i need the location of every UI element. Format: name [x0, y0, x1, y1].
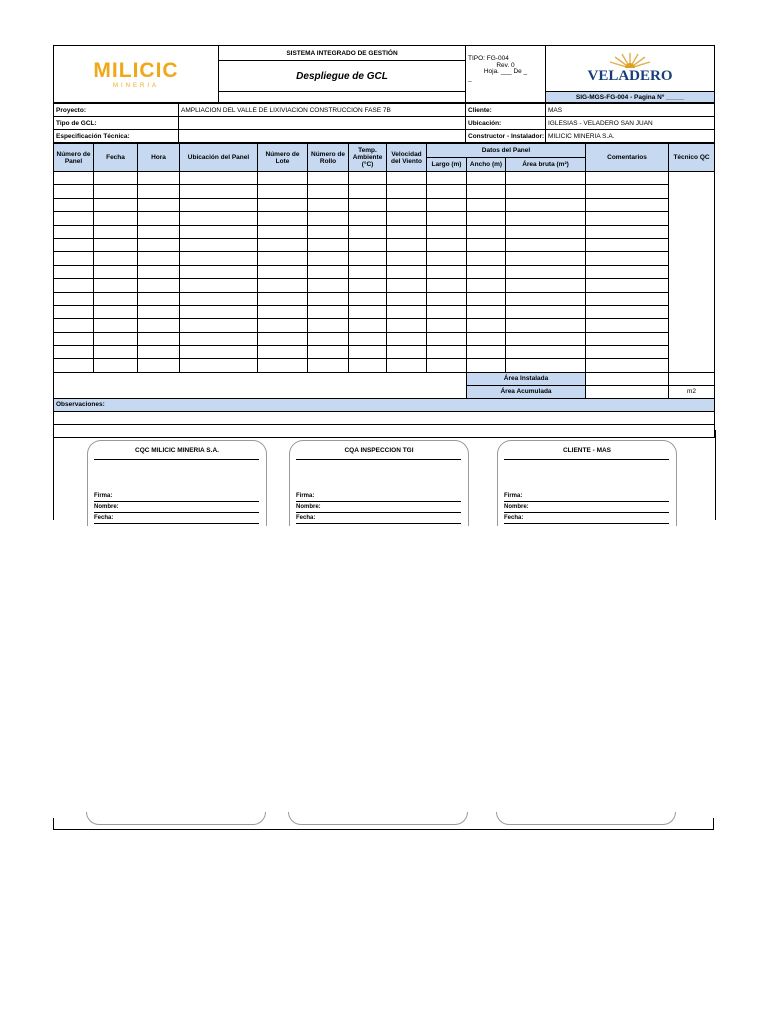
constructor-label: Constructor - Instalador: [466, 130, 546, 143]
table-cell[interactable] [349, 305, 387, 318]
firma-field[interactable]: Firma: [504, 493, 669, 502]
table-cell[interactable] [138, 292, 180, 305]
divider [296, 459, 461, 460]
table-cell[interactable] [94, 305, 138, 318]
table-cell[interactable] [387, 305, 427, 318]
table-cell[interactable] [180, 305, 258, 318]
observaciones-label: Observaciones: [54, 398, 715, 411]
table-cell[interactable] [138, 359, 180, 372]
table-cell[interactable] [349, 252, 387, 265]
table-cell[interactable] [506, 265, 586, 278]
table-cell[interactable] [506, 238, 586, 251]
table-cell[interactable] [180, 252, 258, 265]
table-cell[interactable] [349, 359, 387, 372]
table-cell[interactable] [258, 265, 308, 278]
table-cell[interactable] [54, 212, 94, 225]
col-velocidad-viento: Velocidad del Viento [387, 144, 427, 172]
table-cell[interactable] [349, 212, 387, 225]
col-hora: Hora [138, 144, 180, 172]
table-cell[interactable] [54, 225, 94, 238]
table-cell[interactable] [349, 225, 387, 238]
table-row [54, 238, 715, 251]
hoja-field[interactable]: Hoja. ___ De _ [483, 68, 528, 75]
table-cell[interactable] [427, 332, 467, 345]
table-cell[interactable] [387, 198, 427, 211]
table-cell[interactable] [258, 198, 308, 211]
table-cell[interactable] [94, 346, 138, 359]
signature-title: CLIENTE - MAS [562, 447, 612, 454]
milicic-logo-sub: MINERIA [112, 83, 159, 89]
table-cell[interactable] [506, 212, 586, 225]
table-cell[interactable] [180, 346, 258, 359]
table-cell[interactable] [258, 212, 308, 225]
table-cell[interactable] [258, 305, 308, 318]
table-cell[interactable] [586, 198, 669, 211]
table-cell[interactable] [94, 359, 138, 372]
table-cell[interactable] [467, 252, 506, 265]
table-cell[interactable] [387, 346, 427, 359]
table-cell[interactable] [349, 238, 387, 251]
table-cell[interactable] [180, 198, 258, 211]
table-cell[interactable] [467, 279, 506, 292]
firma-field[interactable]: Firma: [94, 493, 259, 502]
table-cell[interactable] [506, 279, 586, 292]
table-cell[interactable] [387, 265, 427, 278]
proyecto-label: Proyecto: [54, 104, 179, 117]
signature-title: CQA INSPECCION TGI [344, 447, 414, 454]
area-instalada-extra [669, 372, 715, 385]
table-cell[interactable] [586, 238, 669, 251]
table-cell[interactable] [308, 346, 349, 359]
area-acumulada-value[interactable] [586, 385, 669, 398]
signature-box-bottom-3 [496, 812, 676, 825]
table-cell[interactable] [586, 292, 669, 305]
table-cell[interactable] [506, 359, 586, 372]
signature-box-cqa [289, 440, 469, 526]
table-cell[interactable] [506, 225, 586, 238]
table-cell[interactable] [467, 292, 506, 305]
cliente-label: Cliente: [466, 104, 546, 117]
table-row [54, 305, 715, 318]
table-cell[interactable] [467, 332, 506, 345]
panel-rows [54, 172, 715, 373]
table-cell[interactable] [427, 359, 467, 372]
tipo-gcl-label: Tipo de GCL: [54, 117, 179, 130]
table-cell[interactable] [586, 212, 669, 225]
table-cell[interactable] [138, 265, 180, 278]
table-cell[interactable] [94, 238, 138, 251]
table-cell[interactable] [308, 198, 349, 211]
table-cell[interactable] [586, 225, 669, 238]
table-cell[interactable] [586, 332, 669, 345]
table-cell[interactable] [586, 252, 669, 265]
table-cell[interactable] [427, 185, 467, 198]
table-cell[interactable] [349, 265, 387, 278]
col-largo: Largo (m) [427, 158, 467, 172]
table-cell[interactable] [308, 292, 349, 305]
table-cell[interactable] [138, 212, 180, 225]
table-cell[interactable] [138, 185, 180, 198]
page-edge-bottom [53, 829, 714, 830]
table-cell[interactable] [506, 172, 586, 185]
col-ancho: Ancho (m) [467, 158, 506, 172]
ubicacion-value[interactable]: IGLESIAS - VELADERO SAN JUAN [546, 117, 715, 130]
table-cell[interactable] [94, 279, 138, 292]
table-cell[interactable] [586, 305, 669, 318]
table-cell[interactable] [427, 172, 467, 185]
table-row [54, 319, 715, 332]
table-cell[interactable] [387, 319, 427, 332]
table-cell[interactable] [258, 332, 308, 345]
milicic-logo [54, 46, 219, 103]
divider [504, 459, 669, 460]
table-cell[interactable] [387, 292, 427, 305]
col-area-bruta: Área bruta (m²) [506, 158, 586, 172]
table-cell[interactable] [506, 292, 586, 305]
table-cell[interactable] [308, 212, 349, 225]
table-row [54, 332, 715, 345]
nombre-field[interactable]: Nombre: [504, 504, 669, 513]
table-cell[interactable] [506, 332, 586, 345]
table-cell[interactable] [308, 332, 349, 345]
sun-icon [608, 52, 652, 68]
tecnico-qc-cell[interactable] [669, 172, 715, 373]
col-fecha: Fecha [94, 144, 138, 172]
table-cell[interactable] [387, 238, 427, 251]
area-unit: m2 [669, 385, 715, 398]
table-cell[interactable] [349, 292, 387, 305]
info-table [53, 103, 715, 143]
table-cell[interactable] [308, 279, 349, 292]
table-cell[interactable] [54, 185, 94, 198]
area-instalada-value[interactable] [586, 372, 669, 385]
form-code: SIG-MGS-FG-004 - Pagina Nº _____ [546, 92, 715, 103]
table-cell[interactable] [467, 225, 506, 238]
table-cell[interactable] [54, 332, 94, 345]
milicic-logo-text: MILICIC [93, 59, 179, 82]
table-cell[interactable] [94, 185, 138, 198]
table-row [54, 252, 715, 265]
table-cell[interactable] [54, 359, 94, 372]
table-cell[interactable] [467, 238, 506, 251]
table-row [54, 279, 715, 292]
veladero-logo-text: VELADERO [587, 68, 673, 84]
table-cell[interactable] [427, 319, 467, 332]
table-cell[interactable] [308, 319, 349, 332]
table-cell[interactable] [94, 332, 138, 345]
table-cell[interactable] [94, 198, 138, 211]
table-cell[interactable] [138, 332, 180, 345]
col-numero-panel: Número de Panel [54, 144, 94, 172]
table-cell[interactable] [387, 252, 427, 265]
table-cell[interactable] [180, 292, 258, 305]
table-cell[interactable] [138, 346, 180, 359]
table-cell[interactable] [180, 279, 258, 292]
signature-box-cliente [497, 440, 677, 526]
table-cell[interactable] [387, 225, 427, 238]
area-instalada-label: Área Instalada [467, 372, 586, 385]
table-cell[interactable] [138, 198, 180, 211]
tipo-gcl-value[interactable] [179, 117, 466, 130]
table-cell[interactable] [427, 225, 467, 238]
table-cell[interactable] [467, 319, 506, 332]
table-cell[interactable] [506, 319, 586, 332]
table-cell[interactable] [258, 319, 308, 332]
area-acumulada-label: Área Acumulada [467, 385, 586, 398]
table-cell[interactable] [586, 265, 669, 278]
table-cell[interactable] [427, 265, 467, 278]
totals-spacer-2 [54, 385, 467, 398]
table-cell[interactable] [387, 172, 427, 185]
table-cell[interactable] [467, 359, 506, 372]
table-cell[interactable] [138, 225, 180, 238]
table-cell[interactable] [467, 212, 506, 225]
table-row [54, 212, 715, 225]
doc-info [466, 46, 546, 103]
table-cell[interactable] [54, 279, 94, 292]
table-cell[interactable] [467, 172, 506, 185]
table-cell[interactable] [138, 319, 180, 332]
table-row [54, 225, 715, 238]
table-cell[interactable] [387, 332, 427, 345]
table-cell[interactable] [94, 225, 138, 238]
table-cell[interactable] [349, 279, 387, 292]
table-cell[interactable] [387, 212, 427, 225]
especificacion-label: Especificación Técnica: [54, 130, 179, 143]
table-cell[interactable] [349, 332, 387, 345]
table-cell[interactable] [138, 305, 180, 318]
table-cell[interactable] [258, 359, 308, 372]
table-cell[interactable] [586, 346, 669, 359]
table-cell[interactable] [54, 346, 94, 359]
doc-title: Despliegue de GCL [219, 61, 466, 92]
system-title: SISTEMA INTEGRADO DE GESTIÓN [219, 46, 466, 61]
table-cell[interactable] [467, 198, 506, 211]
table-cell[interactable] [258, 185, 308, 198]
table-cell[interactable] [94, 265, 138, 278]
table-cell[interactable] [180, 172, 258, 185]
table-cell[interactable] [258, 279, 308, 292]
signature-area [53, 430, 716, 520]
nombre-field[interactable]: Nombre: [296, 504, 461, 513]
table-cell[interactable] [54, 292, 94, 305]
table-row [54, 359, 715, 372]
table-cell[interactable] [349, 185, 387, 198]
col-numero-lote: Número de Lote [258, 144, 308, 172]
table-cell[interactable] [427, 292, 467, 305]
hoja-extra: _ [468, 74, 472, 82]
table-cell[interactable] [180, 212, 258, 225]
table-cell[interactable] [258, 292, 308, 305]
table-cell[interactable] [180, 332, 258, 345]
tipo-code: TIPO: FG-004 [468, 55, 509, 62]
table-cell[interactable] [308, 172, 349, 185]
signature-box-cqc [87, 440, 267, 526]
signature-box-bottom-2 [288, 812, 468, 825]
cliente-value[interactable]: MAS [546, 104, 715, 117]
table-cell[interactable] [586, 359, 669, 372]
header-table [53, 45, 715, 103]
table-cell[interactable] [467, 185, 506, 198]
table-cell[interactable] [427, 238, 467, 251]
table-cell[interactable] [506, 185, 586, 198]
firma-field[interactable]: Firma: [296, 493, 461, 502]
table-cell[interactable] [308, 225, 349, 238]
gcl-form [53, 45, 714, 438]
table-cell[interactable] [180, 319, 258, 332]
table-cell[interactable] [94, 172, 138, 185]
table-cell[interactable] [349, 346, 387, 359]
table-row [54, 265, 715, 278]
table-cell[interactable] [180, 225, 258, 238]
table-cell[interactable] [467, 265, 506, 278]
table-cell[interactable] [506, 346, 586, 359]
table-cell[interactable] [94, 212, 138, 225]
especificacion-value[interactable] [179, 130, 466, 143]
observaciones-line-1[interactable] [54, 411, 715, 424]
table-cell[interactable] [427, 346, 467, 359]
col-comentarios: Comentarios [586, 144, 669, 172]
table-cell[interactable] [586, 172, 669, 185]
table-cell[interactable] [308, 185, 349, 198]
table-cell[interactable] [138, 252, 180, 265]
table-cell[interactable] [94, 292, 138, 305]
divider [94, 459, 259, 460]
proyecto-value[interactable]: AMPLIACION DEL VALLE DE LIXIVIACION CONSTRUCCION FASE 7B [179, 104, 466, 117]
table-cell[interactable] [349, 172, 387, 185]
table-cell[interactable] [258, 172, 308, 185]
fecha-field[interactable]: Fecha: [504, 515, 669, 524]
table-cell[interactable] [467, 346, 506, 359]
table-cell[interactable] [138, 238, 180, 251]
table-cell[interactable] [180, 238, 258, 251]
table-cell[interactable] [586, 319, 669, 332]
table-cell[interactable] [506, 198, 586, 211]
table-cell[interactable] [54, 238, 94, 251]
table-cell[interactable] [387, 185, 427, 198]
signature-box-bottom-1 [86, 812, 266, 825]
table-row [54, 346, 715, 359]
table-cell[interactable] [308, 238, 349, 251]
table-cell[interactable] [94, 252, 138, 265]
table-cell[interactable] [427, 252, 467, 265]
table-cell[interactable] [506, 252, 586, 265]
table-cell[interactable] [427, 279, 467, 292]
table-cell[interactable] [258, 225, 308, 238]
table-cell[interactable] [586, 185, 669, 198]
table-cell[interactable] [258, 346, 308, 359]
table-cell[interactable] [54, 265, 94, 278]
col-temp-ambiente: Temp. Ambiente (°C) [349, 144, 387, 172]
table-row [54, 172, 715, 185]
col-datos-panel: Datos del Panel [427, 144, 586, 158]
signature-title: CQC MILICIC MINERIA S.A. [135, 447, 219, 454]
table-cell[interactable] [54, 198, 94, 211]
table-cell[interactable] [258, 238, 308, 251]
table-cell[interactable] [258, 252, 308, 265]
title-filler [219, 92, 466, 103]
table-cell[interactable] [308, 265, 349, 278]
totals-spacer [54, 372, 467, 385]
fecha-field[interactable]: Fecha: [296, 515, 461, 524]
table-cell[interactable] [427, 198, 467, 211]
table-cell[interactable] [467, 305, 506, 318]
table-cell[interactable] [94, 319, 138, 332]
revision: Rev. 0 [496, 61, 515, 69]
table-cell[interactable] [387, 359, 427, 372]
col-tecnico-qc: Técnico QC [669, 144, 715, 172]
table-cell[interactable] [586, 279, 669, 292]
fecha-field[interactable]: Fecha: [94, 515, 259, 524]
col-ubicacion-panel: Ubicación del Panel [180, 144, 258, 172]
table-cell[interactable] [308, 359, 349, 372]
table-cell[interactable] [427, 212, 467, 225]
table-cell[interactable] [387, 279, 427, 292]
table-cell[interactable] [308, 305, 349, 318]
table-row [54, 185, 715, 198]
veladero-logo [546, 46, 715, 92]
nombre-field[interactable]: Nombre: [94, 504, 259, 513]
table-cell[interactable] [308, 252, 349, 265]
col-numero-rollo: Número de Rollo [308, 144, 349, 172]
constructor-value[interactable]: MILICIC MINERIA S.A. [546, 130, 715, 143]
table-cell[interactable] [54, 319, 94, 332]
table-cell[interactable] [138, 172, 180, 185]
table-cell[interactable] [349, 319, 387, 332]
panel-grid [53, 143, 715, 438]
table-cell[interactable] [427, 305, 467, 318]
table-cell[interactable] [180, 185, 258, 198]
table-cell[interactable] [54, 305, 94, 318]
table-cell[interactable] [138, 279, 180, 292]
ubicacion-label: Ubicación: [466, 117, 546, 130]
table-cell[interactable] [54, 252, 94, 265]
table-cell[interactable] [180, 265, 258, 278]
table-cell[interactable] [180, 359, 258, 372]
table-cell[interactable] [506, 305, 586, 318]
table-row [54, 292, 715, 305]
table-cell[interactable] [349, 198, 387, 211]
table-row [54, 198, 715, 211]
table-cell[interactable] [54, 172, 94, 185]
